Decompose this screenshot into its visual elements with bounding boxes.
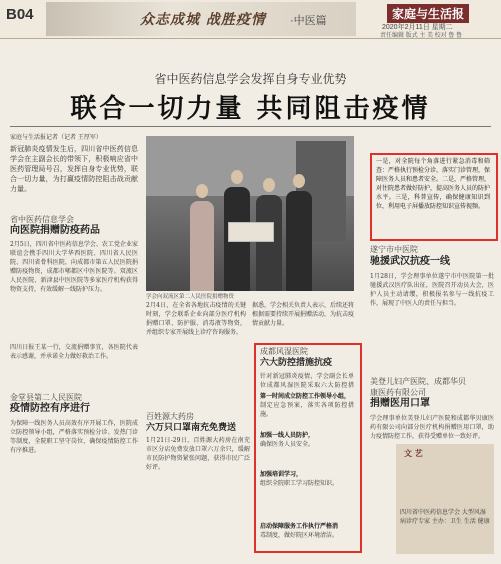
subhead-5: 驰援武汉抗疫一线	[370, 256, 450, 267]
paragraph-3: 为保障一线医务人员高效有序开展工作，医院成立防控领导小组，严格落实预检分诊、发热门诊等制度，全院职工坚守岗位，确保疫情防控工作有序推进。	[10, 420, 138, 454]
subhead-3: 六万只口罩南充免费送	[146, 422, 237, 432]
issue-date: 2020年2月11日 星期二	[382, 24, 453, 31]
measure-2: 加强一线人员防护，	[260, 432, 315, 439]
measure-1-detail: 制定应急预案，落实各项防控措施。	[260, 402, 354, 418]
page-number: B04	[6, 6, 34, 23]
measure-4-detail: 毒制度，做好院区环境清洁。	[260, 532, 339, 539]
measure-3: 加强培训学习，	[260, 471, 303, 478]
subhead-2: 疫情防控有序进行	[10, 403, 90, 414]
measure-3-detail: 组织全院职工学习防控知识。	[260, 480, 339, 487]
donation-banner	[228, 222, 274, 242]
right-paragraph-2: 学会理事单位美登儿妇产医院和成都华贝康医药有限公司向部分医疗机构捐赠医用口罩，助力疫情防控工作，获得受赠单位一致好评。	[370, 415, 494, 440]
mid-paragraph-3: 1月21日-29日，百姓源大药房在南充市区分店免费发放口罩六万余只，缓解市民防护物资紧张问题，获得市民广泛好评。	[146, 437, 250, 471]
subhead-6-org: 美登儿妇产医院、成都华贝	[370, 377, 466, 386]
subhead-4-org: 成都风湿医院	[260, 347, 308, 356]
art-sidebar	[396, 444, 494, 554]
mid-paragraph-1: 2月4日，在全省各地抗击疫情的关键时刻，学会联系企业向部分医疗机构捐赠口罩、防护服、消毒液等物资，并组织专家开展线上诊疗咨询服务。	[146, 302, 246, 336]
measure-1: 第一时间成立防控工作领导小组，	[260, 393, 351, 400]
subhead-6-org-2: 康医药有限公司	[370, 388, 426, 397]
right-paragraph-1: 1月28日，学会理事单位遂宁市中医院第一批驰援武汉医疗队出征，医院召开动员大会，医护人员主动请缨，积极报名参与一线抗疫工作，展现了中医人的责任与担当。	[370, 273, 494, 307]
subhead-3-org: 百姓源大药房	[146, 412, 194, 421]
byline: 家庭与生活报记者（记者 王厚军）	[10, 134, 102, 141]
news-photo	[146, 136, 354, 291]
photo-caption: 学会向双流区第二人民医院捐赠物资	[146, 294, 235, 300]
mid-paragraph-2: 据悉，学会相关负责人表示，后续还将根据需要持续开展捐赠活动，为抗击疫情贡献力量。	[252, 302, 354, 327]
subhead-1-org: 省中医药信息学会	[10, 215, 74, 224]
header-slogan: 众志成城 战胜疫情	[140, 12, 266, 28]
subhead-6: 捐赠医用口罩	[370, 398, 430, 409]
paragraph-1: 2月5日，四川省中医药信息学会、农工党企业家联谊会携手四川大学华西医院、四川省人民医院、四川省骨科医院，向成都市第五人民医院捐赠防疫物资，成都市郫都区中医医院等。双流区人民医院、新津县中医医院等多家医疗机构获得物资支持，有效缓解一线防护压力。	[10, 241, 138, 293]
editor-credits: 责任编辑 版式 主 美 校对 鲁 鲁	[380, 33, 463, 39]
subhead-4: 六大防控措施抗疫	[260, 357, 333, 367]
measures-box-text: 一是，对全院每个角落进行紧急消毒和筛查：严格执行预检分诊，落实门诊管理，保障医务人员和患者安全。二是，严格管理，对住院患者做好防护，提高医务人员的防护水平。三是，科普宣传，确保健康知识到位，利用电子屏播放防控知识宣传视频。	[376, 158, 490, 210]
section-label: ·中医篇	[290, 15, 327, 27]
measures-intro: 针对新冠肺炎疫情，学会副会长单位成都风湿医院采取六大防控措	[260, 373, 354, 389]
measure-4: 启动保障服务工作执行严格消	[260, 523, 339, 530]
art-sidebar-title: 文 艺	[404, 448, 423, 458]
article-headline: 联合一切力量 共同阻击疫情	[70, 94, 431, 124]
measure-2-detail: 确保医务人员安全。	[260, 441, 315, 448]
subhead-2-org: 金堂县第二人民医院	[10, 393, 82, 402]
article-kicker: 省中医药信息学会发挥自身专业优势	[154, 72, 347, 86]
subhead-1: 向医院捐赠防疫药品	[10, 225, 100, 236]
paragraph-2: 四川日报王某一行，交流捐赠事宜，各医院代表表示感谢，并承诺全力做好救治工作。	[10, 344, 138, 360]
intro-paragraph: 新冠肺炎疫情发生后，四川省中医药信息学会在主副会长的带领下，积极响应省中医药管理局号召，发挥自身专业优势，联合一切力量，为打赢疫情防控阻击战贡献力量。	[10, 145, 138, 193]
subhead-5-org: 遂宁市中医院	[370, 245, 418, 254]
newspaper-name: 家庭与生活报	[387, 4, 469, 23]
headline-divider	[10, 126, 491, 127]
art-sidebar-body: 四川省中医药信息学会 大型风湿病诊疗专家 主办：卫生 生活 健康	[400, 509, 490, 525]
